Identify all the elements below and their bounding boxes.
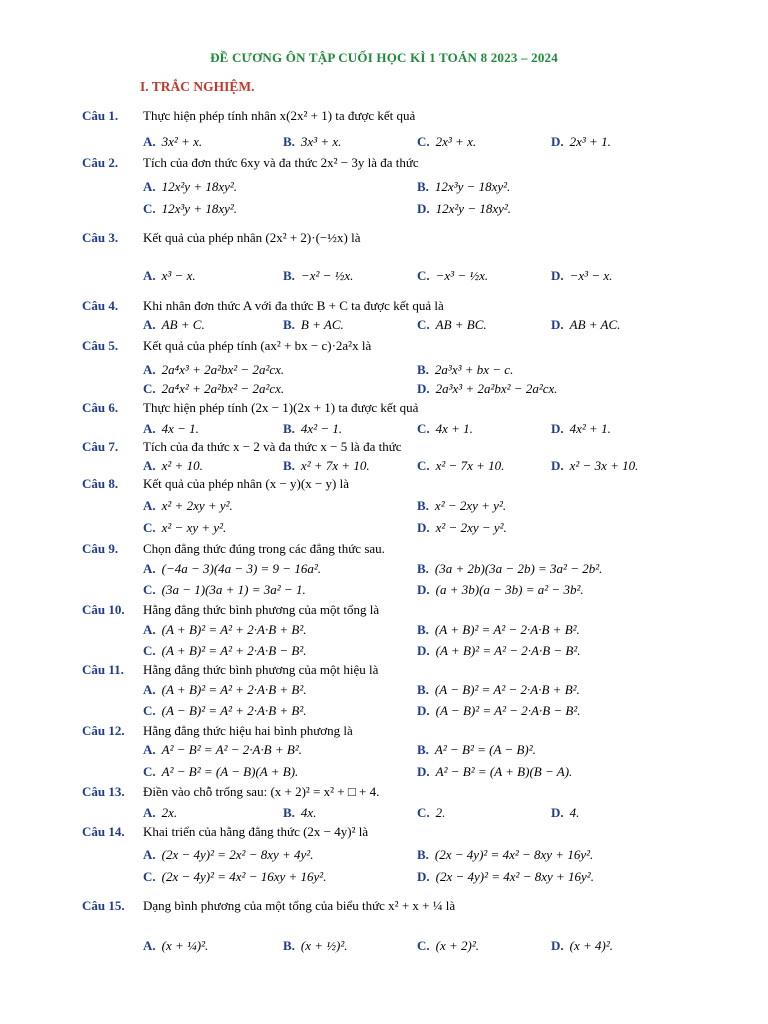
question-text: Hằng đẳng thức hiệu hai bình phương là <box>143 723 353 738</box>
option-c <box>143 520 226 536</box>
option-letter: C. <box>417 317 430 332</box>
question-text: Kết quả của phép nhân (2x² + 2)·(−½x) là <box>143 230 361 245</box>
option-letter: C. <box>417 421 430 436</box>
question-text: Thực hiện phép tính (2x − 1)(2x + 1) ta được kết quả <box>143 400 419 415</box>
document-title: ĐỀ CƯƠNG ÔN TẬP CUỐI HỌC KÌ 1 TOÁN 8 2023 – 2024 <box>210 50 558 65</box>
option-c <box>143 643 307 659</box>
option-letter: A. <box>143 938 156 953</box>
option-letter: C. <box>143 520 156 535</box>
option-c <box>143 869 326 885</box>
option-text: 12x³y − 18xy². <box>434 179 511 194</box>
option-text: (3a + 2b)(3a − 2b) = 3a² − 2b². <box>434 561 603 576</box>
option-b <box>417 847 593 863</box>
question-number: Câu 11. <box>82 662 124 677</box>
question-text: Tích của đơn thức 6xy và đa thức 2x² − 3y là đa thức <box>143 155 419 170</box>
option-c <box>143 201 237 217</box>
option-letter: A. <box>143 742 156 757</box>
option-letter: C. <box>143 201 156 216</box>
option-c <box>417 421 473 437</box>
option-text: 4x + 1. <box>435 421 473 436</box>
option-c <box>417 268 488 284</box>
option-text: x² + 7x + 10. <box>300 458 370 473</box>
option-c <box>417 458 504 474</box>
option-c <box>143 582 306 598</box>
option-text: A² − B² = A² − 2·A·B + B². <box>161 742 302 757</box>
option-text: (A + B)² = A² + 2·A·B + B². <box>161 682 307 697</box>
option-text: 2. <box>435 805 446 820</box>
option-text: (2x − 4y)² = 4x² − 8xy + 16y². <box>434 847 594 862</box>
option-text: (x + ¼)². <box>161 938 209 953</box>
option-letter: C. <box>143 582 156 597</box>
option-a <box>143 268 196 284</box>
option-text: (A + B)² = A² − 2·A·B − B². <box>435 643 581 658</box>
option-letter: D. <box>551 458 564 473</box>
question-number: Câu 1. <box>82 108 119 123</box>
option-text: (x + 2)². <box>435 938 479 953</box>
option-letter: B. <box>283 268 295 283</box>
option-letter: D. <box>417 643 430 658</box>
option-letter: A. <box>143 179 156 194</box>
option-letter: A. <box>143 421 156 436</box>
option-a <box>143 805 177 821</box>
option-text: A² − B² = (A − B)(A + B). <box>161 764 299 779</box>
option-text: 4x² − 1. <box>300 421 343 436</box>
question-text: Chọn đẳng thức đúng trong các đẳng thức sau. <box>143 541 385 556</box>
option-letter: B. <box>283 421 295 436</box>
option-text: x² − 7x + 10. <box>435 458 505 473</box>
option-letter: D. <box>551 421 564 436</box>
option-letter: D. <box>417 520 430 535</box>
option-text: x² − 2xy + y². <box>434 498 507 513</box>
option-letter: B. <box>417 682 429 697</box>
option-d <box>551 268 612 284</box>
option-a <box>143 134 202 150</box>
option-letter: D. <box>551 805 564 820</box>
option-text: (A − B)² = A² − 2·A·B − B². <box>435 703 581 718</box>
option-letter: D. <box>551 134 564 149</box>
option-letter: B. <box>283 938 295 953</box>
option-letter: B. <box>417 622 429 637</box>
option-text: (x + ½)². <box>300 938 348 953</box>
question-text: Dạng bình phương của một tổng của biểu thức x² + x + ¼ là <box>143 898 456 913</box>
option-text: 12x²y + 18xy². <box>161 179 238 194</box>
option-d <box>417 381 558 397</box>
question-number: Câu 14. <box>82 824 125 839</box>
option-text: 3x³ + x. <box>300 134 342 149</box>
option-text: 2x³ + 1. <box>569 134 611 149</box>
question-text: Kết quả của phép tính (ax² + bx − c)·2a²x là <box>143 338 372 353</box>
option-text: 12x³y + 18xy². <box>161 201 238 216</box>
option-d <box>551 134 611 150</box>
option-d <box>551 317 620 333</box>
option-letter: C. <box>143 381 156 396</box>
option-text: −x³ − ½x. <box>435 268 489 283</box>
question-number: Câu 12. <box>82 723 125 738</box>
option-letter: C. <box>143 703 156 718</box>
option-letter: B. <box>417 179 429 194</box>
option-b <box>283 421 342 437</box>
question-text: Điền vào chỗ trống sau: (x + 2)² = x² + □ + 4. <box>143 784 380 799</box>
option-text: AB + BC. <box>435 317 487 332</box>
option-d <box>551 938 613 954</box>
option-text: (A + B)² = A² − 2·A·B + B². <box>434 622 580 637</box>
option-letter: C. <box>417 458 430 473</box>
option-letter: B. <box>283 458 295 473</box>
option-letter: D. <box>417 381 430 396</box>
option-text: x² − 3x + 10. <box>569 458 639 473</box>
option-c <box>143 703 307 719</box>
option-letter: C. <box>143 764 156 779</box>
option-a <box>143 561 321 577</box>
option-text: −x² − ½x. <box>300 268 354 283</box>
option-d <box>417 764 572 780</box>
question-number: Câu 6. <box>82 400 119 415</box>
option-letter: C. <box>417 805 430 820</box>
option-a <box>143 682 307 698</box>
option-text: 3x² + x. <box>161 134 203 149</box>
option-d <box>551 421 611 437</box>
option-letter: A. <box>143 682 156 697</box>
option-a <box>143 179 237 195</box>
option-c <box>417 938 479 954</box>
option-text: AB + C. <box>161 317 205 332</box>
option-d <box>551 805 579 821</box>
option-text: 2a⁴x² + 2a²bx² − 2a²cx. <box>161 381 285 396</box>
option-a <box>143 847 313 863</box>
option-text: 12x²y − 18xy². <box>435 201 512 216</box>
question-text: Tích của đa thức x − 2 và đa thức x − 5 là đa thức <box>143 439 402 454</box>
section-heading: I. TRẮC NGHIỆM. <box>140 79 255 94</box>
option-text: −x³ − x. <box>569 268 613 283</box>
option-letter: D. <box>417 201 430 216</box>
option-letter: A. <box>143 317 156 332</box>
option-a <box>143 622 307 638</box>
option-d <box>551 458 638 474</box>
option-text: x² + 10. <box>161 458 203 473</box>
option-text: A² − B² = (A − B)². <box>434 742 536 757</box>
question-number: Câu 13. <box>82 784 125 799</box>
option-b <box>283 938 348 954</box>
option-letter: D. <box>417 703 430 718</box>
option-text: 2a³x³ + 2a²bx² − 2a²cx. <box>435 381 558 396</box>
option-text: 4x² + 1. <box>569 421 611 436</box>
option-letter: B. <box>417 561 429 576</box>
option-text: 4x − 1. <box>161 421 199 436</box>
option-text: (2x − 4y)² = 4x² − 16xy + 16y². <box>161 869 327 884</box>
option-text: (A − B)² = A² + 2·A·B + B². <box>161 703 307 718</box>
option-a <box>143 742 302 758</box>
option-text: (x + 4)². <box>569 938 613 953</box>
option-text: 2x³ + x. <box>435 134 477 149</box>
option-letter: C. <box>143 869 156 884</box>
option-letter: B. <box>283 134 295 149</box>
option-c <box>143 381 284 397</box>
question-text: Hằng đẳng thức bình phương của một tổng là <box>143 602 380 617</box>
option-b <box>417 682 580 698</box>
option-letter: D. <box>551 938 564 953</box>
option-d <box>417 703 581 719</box>
option-c <box>417 805 445 821</box>
option-d <box>417 582 584 598</box>
question-number: Câu 9. <box>82 541 119 556</box>
question-number: Câu 2. <box>82 155 119 170</box>
option-letter: D. <box>551 268 564 283</box>
option-a <box>143 938 208 954</box>
option-c <box>417 317 487 333</box>
option-text: x² − xy + y². <box>161 520 227 535</box>
option-letter: A. <box>143 622 156 637</box>
option-d <box>417 201 511 217</box>
option-b <box>417 498 506 514</box>
option-letter: A. <box>143 134 156 149</box>
option-letter: A. <box>143 362 156 377</box>
option-b <box>283 805 316 821</box>
option-d <box>417 643 581 659</box>
option-letter: B. <box>417 742 429 757</box>
option-text: AB + AC. <box>569 317 621 332</box>
option-b <box>417 561 602 577</box>
option-text: B + AC. <box>300 317 344 332</box>
option-letter: B. <box>283 805 295 820</box>
option-c <box>143 764 298 780</box>
option-b <box>283 458 370 474</box>
question-text: Kết quả của phép nhân (x − y)(x − y) là <box>143 476 349 491</box>
option-letter: A. <box>143 458 156 473</box>
option-letter: B. <box>417 847 429 862</box>
question-text: Khai triển của hằng đẳng thức (2x − 4y)² là <box>143 824 369 839</box>
option-text: 4x. <box>300 805 317 820</box>
option-text: (A + B)² = A² + 2·A·B − B². <box>161 643 307 658</box>
option-text: A² − B² = (A + B)(B − A). <box>435 764 573 779</box>
option-b <box>283 134 341 150</box>
option-b <box>417 179 510 195</box>
option-letter: A. <box>143 561 156 576</box>
option-text: x³ − x. <box>161 268 196 283</box>
option-text: (3a − 1)(3a + 1) = 3a² − 1. <box>161 582 306 597</box>
option-a <box>143 458 203 474</box>
option-text: 2a⁴x³ + 2a²bx² − 2a²cx. <box>161 362 285 377</box>
option-letter: D. <box>417 869 430 884</box>
option-letter: A. <box>143 498 156 513</box>
option-text: 2x. <box>161 805 178 820</box>
option-letter: C. <box>417 938 430 953</box>
option-a <box>143 421 199 437</box>
question-number: Câu 3. <box>82 230 119 245</box>
option-text: (A − B)² = A² − 2·A·B + B². <box>434 682 580 697</box>
question-number: Câu 8. <box>82 476 119 491</box>
question-number: Câu 10. <box>82 602 125 617</box>
option-letter: C. <box>417 134 430 149</box>
question-number: Câu 7. <box>82 439 119 454</box>
option-b <box>417 742 536 758</box>
question-text: Thực hiện phép tính nhân x(2x² + 1) ta được kết quả <box>143 108 416 123</box>
option-text: (A + B)² = A² + 2·A·B + B². <box>161 622 307 637</box>
option-letter: C. <box>143 643 156 658</box>
option-text: x² + 2xy + y². <box>161 498 233 513</box>
question-text: Hằng đẳng thức bình phương của một hiệu là <box>143 662 379 677</box>
option-b <box>417 622 580 638</box>
option-letter: B. <box>283 317 295 332</box>
option-letter: A. <box>143 805 156 820</box>
option-d <box>417 520 507 536</box>
option-text: (a + 3b)(a − 3b) = a² − 3b². <box>435 582 584 597</box>
question-number: Câu 5. <box>82 338 119 353</box>
option-text: (2x − 4y)² = 4x² − 8xy + 16y². <box>435 869 594 884</box>
option-letter: A. <box>143 847 156 862</box>
option-a <box>143 317 205 333</box>
option-text: (−4a − 3)(4a − 3) = 9 − 16a². <box>161 561 321 576</box>
option-b <box>283 317 344 333</box>
option-c <box>417 134 476 150</box>
option-letter: D. <box>551 317 564 332</box>
option-letter: D. <box>417 582 430 597</box>
option-a <box>143 498 233 514</box>
option-letter: B. <box>417 498 429 513</box>
option-text: x² − 2xy − y². <box>435 520 507 535</box>
option-letter: D. <box>417 764 430 779</box>
option-b <box>283 268 353 284</box>
option-b <box>417 362 513 378</box>
option-text: 2a³x³ + bx − c. <box>434 362 514 377</box>
option-d <box>417 869 594 885</box>
option-letter: B. <box>417 362 429 377</box>
question-number: Câu 15. <box>82 898 125 913</box>
option-a <box>143 362 284 378</box>
question-text: Khi nhân đơn thức A với đa thức B + C ta được kết quả là <box>143 298 444 313</box>
option-letter: C. <box>417 268 430 283</box>
option-text: (2x − 4y)² = 2x² − 8xy + 4y². <box>161 847 314 862</box>
question-number: Câu 4. <box>82 298 119 313</box>
option-text: 4. <box>569 805 580 820</box>
option-letter: A. <box>143 268 156 283</box>
